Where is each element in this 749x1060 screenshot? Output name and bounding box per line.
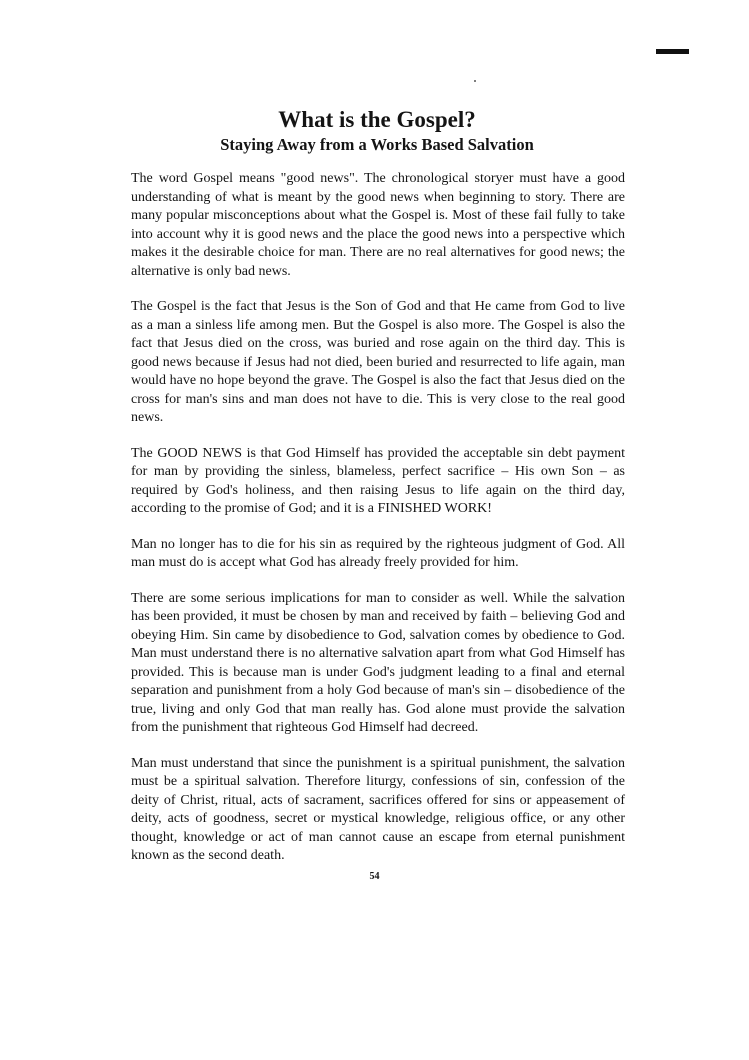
- page-title: What is the Gospel?: [278, 107, 476, 132]
- paragraph-good-news-meaning: The word Gospel means "good news". The chronological storyer must have a good understanding of what is meant by the good news when beginning to story. There are many popular misconceptions about what the Gospel is. Most of these fail fully to take into account why it is good news and the place the good news into a perspective which makes it the desirable choice for man. There are no real alternatives for good news; the alternative is only bad news.: [131, 171, 625, 279]
- page-edge-mark: [656, 49, 689, 54]
- body-text: [131, 170, 625, 883]
- paragraph-spiritual-salvation: Man must understand that since the punishment is a spiritual punishment, the salvation must be a spiritual salvation. Therefore liturgy, confessions of sin, confession of the deity of Christ, ritual, acts of sacrament, sacrifices offered for sins or appeasement of deity, acts of goodness, secret or mystical knowledge, religious office, or any other thought, knowledge or act of man cannot cause an escape from eternal punishment known as the second death.: [131, 755, 625, 863]
- paragraph-good-news-definition: The GOOD NEWS is that God Himself has provided the acceptable sin debt payment for man by providing the sinless, blameless, perfect sacrifice – His own Son – as required by God's holiness, and then raising Jesus to life again on the third day, according to the promise of God; and it is a FINISHED WORK!: [131, 445, 625, 516]
- paragraph-man-no-longer-dies: Man no longer has to die for his sin as required by the righteous judgment of God. All man must do is accept what God has already freely provided for him.: [131, 536, 625, 570]
- page-number: 54: [369, 871, 380, 882]
- paragraph-implications: There are some serious implications for man to consider as well. While the salvation has been provided, it must be chosen by man and received by faith – believing God and obeying Him. Sin came by disobedience to God, salvation comes by obedience to God. Man must understand there is no alternative salvation apart from what God Himself has provided. This is because man is under God's judgment leading to a final and eternal separation and punishment from a holy God because of man's sin – disobedience of the true, living and only God that man really has. God alone must provide the salvation from the punishment that righteous God Himself had decreed.: [131, 590, 625, 735]
- paragraph-gospel-facts: The Gospel is the fact that Jesus is the Son of God and that He came from God to live as a man a sinless life among men. But the Gospel is also more. The Gospel is also the fact that Jesus died on the cross, was buried and rose again on the third day. This is good news because if Jesus had not died, been buried and resurrected to life again, man would have no hope beyond the grave. The Gospel is also the fact that Jesus died on the cross for man's sins and man does not have to die. This is very close to the real good news.: [131, 299, 625, 425]
- page-subtitle: Staying Away from a Works Based Salvation: [220, 135, 534, 154]
- scan-speck: [474, 80, 476, 82]
